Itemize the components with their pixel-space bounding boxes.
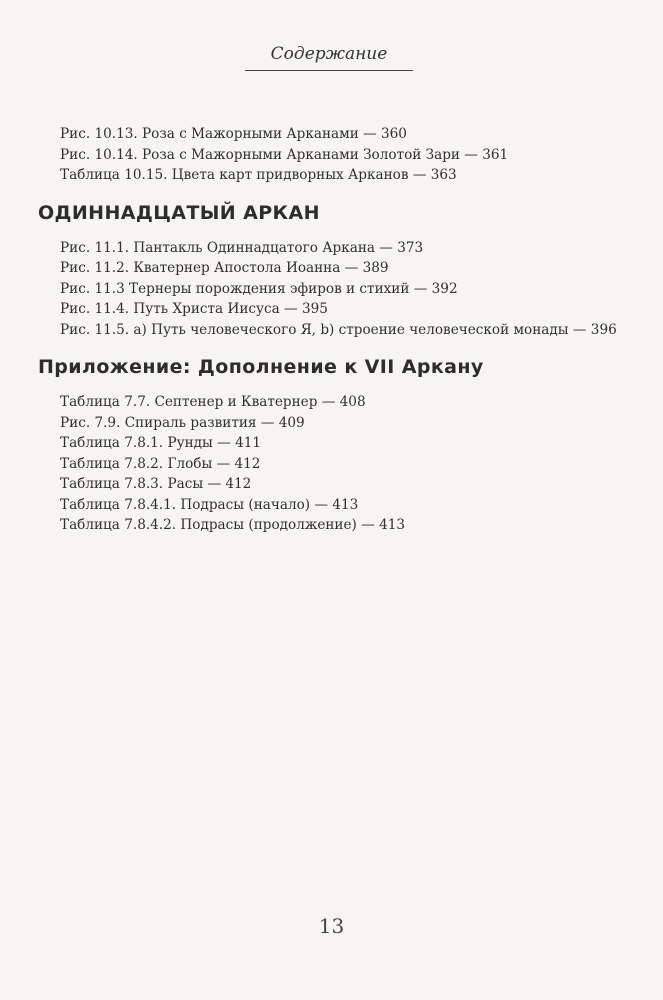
section-heading-eleventh-arcanum: ОДИННАДЦАТЫЙ АРКАН: [38, 201, 320, 224]
section-heading-appendix: Приложение: Дополнение к VII Аркану: [38, 356, 484, 378]
table-of-contents: [38, 124, 618, 536]
eleventh-arcanum-entry-list: [38, 238, 618, 341]
toc-entry: Рис. 7.9. Спираль развития — 409: [60, 414, 305, 431]
toc-entry: Рис. 11.4. Путь Христа Иисуса — 395: [60, 301, 328, 317]
toc-entry: Таблица 7.8.2. Глобы — 412: [60, 455, 261, 472]
running-head-rule: [245, 70, 413, 71]
toc-entry: Рис. 11.3 Тернеры порождения эфиров и стихий — 392: [60, 280, 458, 297]
page-number: 13: [318, 914, 345, 938]
toc-entry: Таблица 7.7. Септенер и Кватернер — 408: [60, 394, 366, 410]
toc-entry: Таблица 7.8.3. Расы — 412: [60, 476, 252, 492]
intro-entry-list: [38, 124, 618, 186]
appendix-entry-list: [38, 392, 618, 536]
toc-entry: Рис. 11.2. Кватернер Апостола Иоанна — 389: [60, 260, 389, 276]
toc-entry: Рис. 10.14. Роза с Мажорными Арканами Золотой Зари — 361: [60, 146, 509, 163]
toc-entry: Рис. 10.13. Роза с Мажорными Арканами — 360: [60, 126, 407, 142]
toc-entry: Таблица 7.8.1. Рунды — 411: [60, 435, 262, 451]
toc-entry: Таблица 10.15. Цвета карт придворных Арканов — 363: [60, 167, 457, 183]
toc-entry: Таблица 7.8.4.1. Подрасы (начало) — 413: [60, 496, 359, 513]
toc-entry: Рис. 11.5. а) Путь человеческого Я, b) строение человеческой монады — 396: [60, 321, 617, 338]
running-head: Содержание: [270, 44, 388, 64]
toc-entry: Таблица 7.8.4.2. Подрасы (продолжение) — 413: [60, 517, 406, 533]
toc-entry: Рис. 11.1. Пантакль Одиннадцатого Аркана — 373: [60, 239, 424, 256]
